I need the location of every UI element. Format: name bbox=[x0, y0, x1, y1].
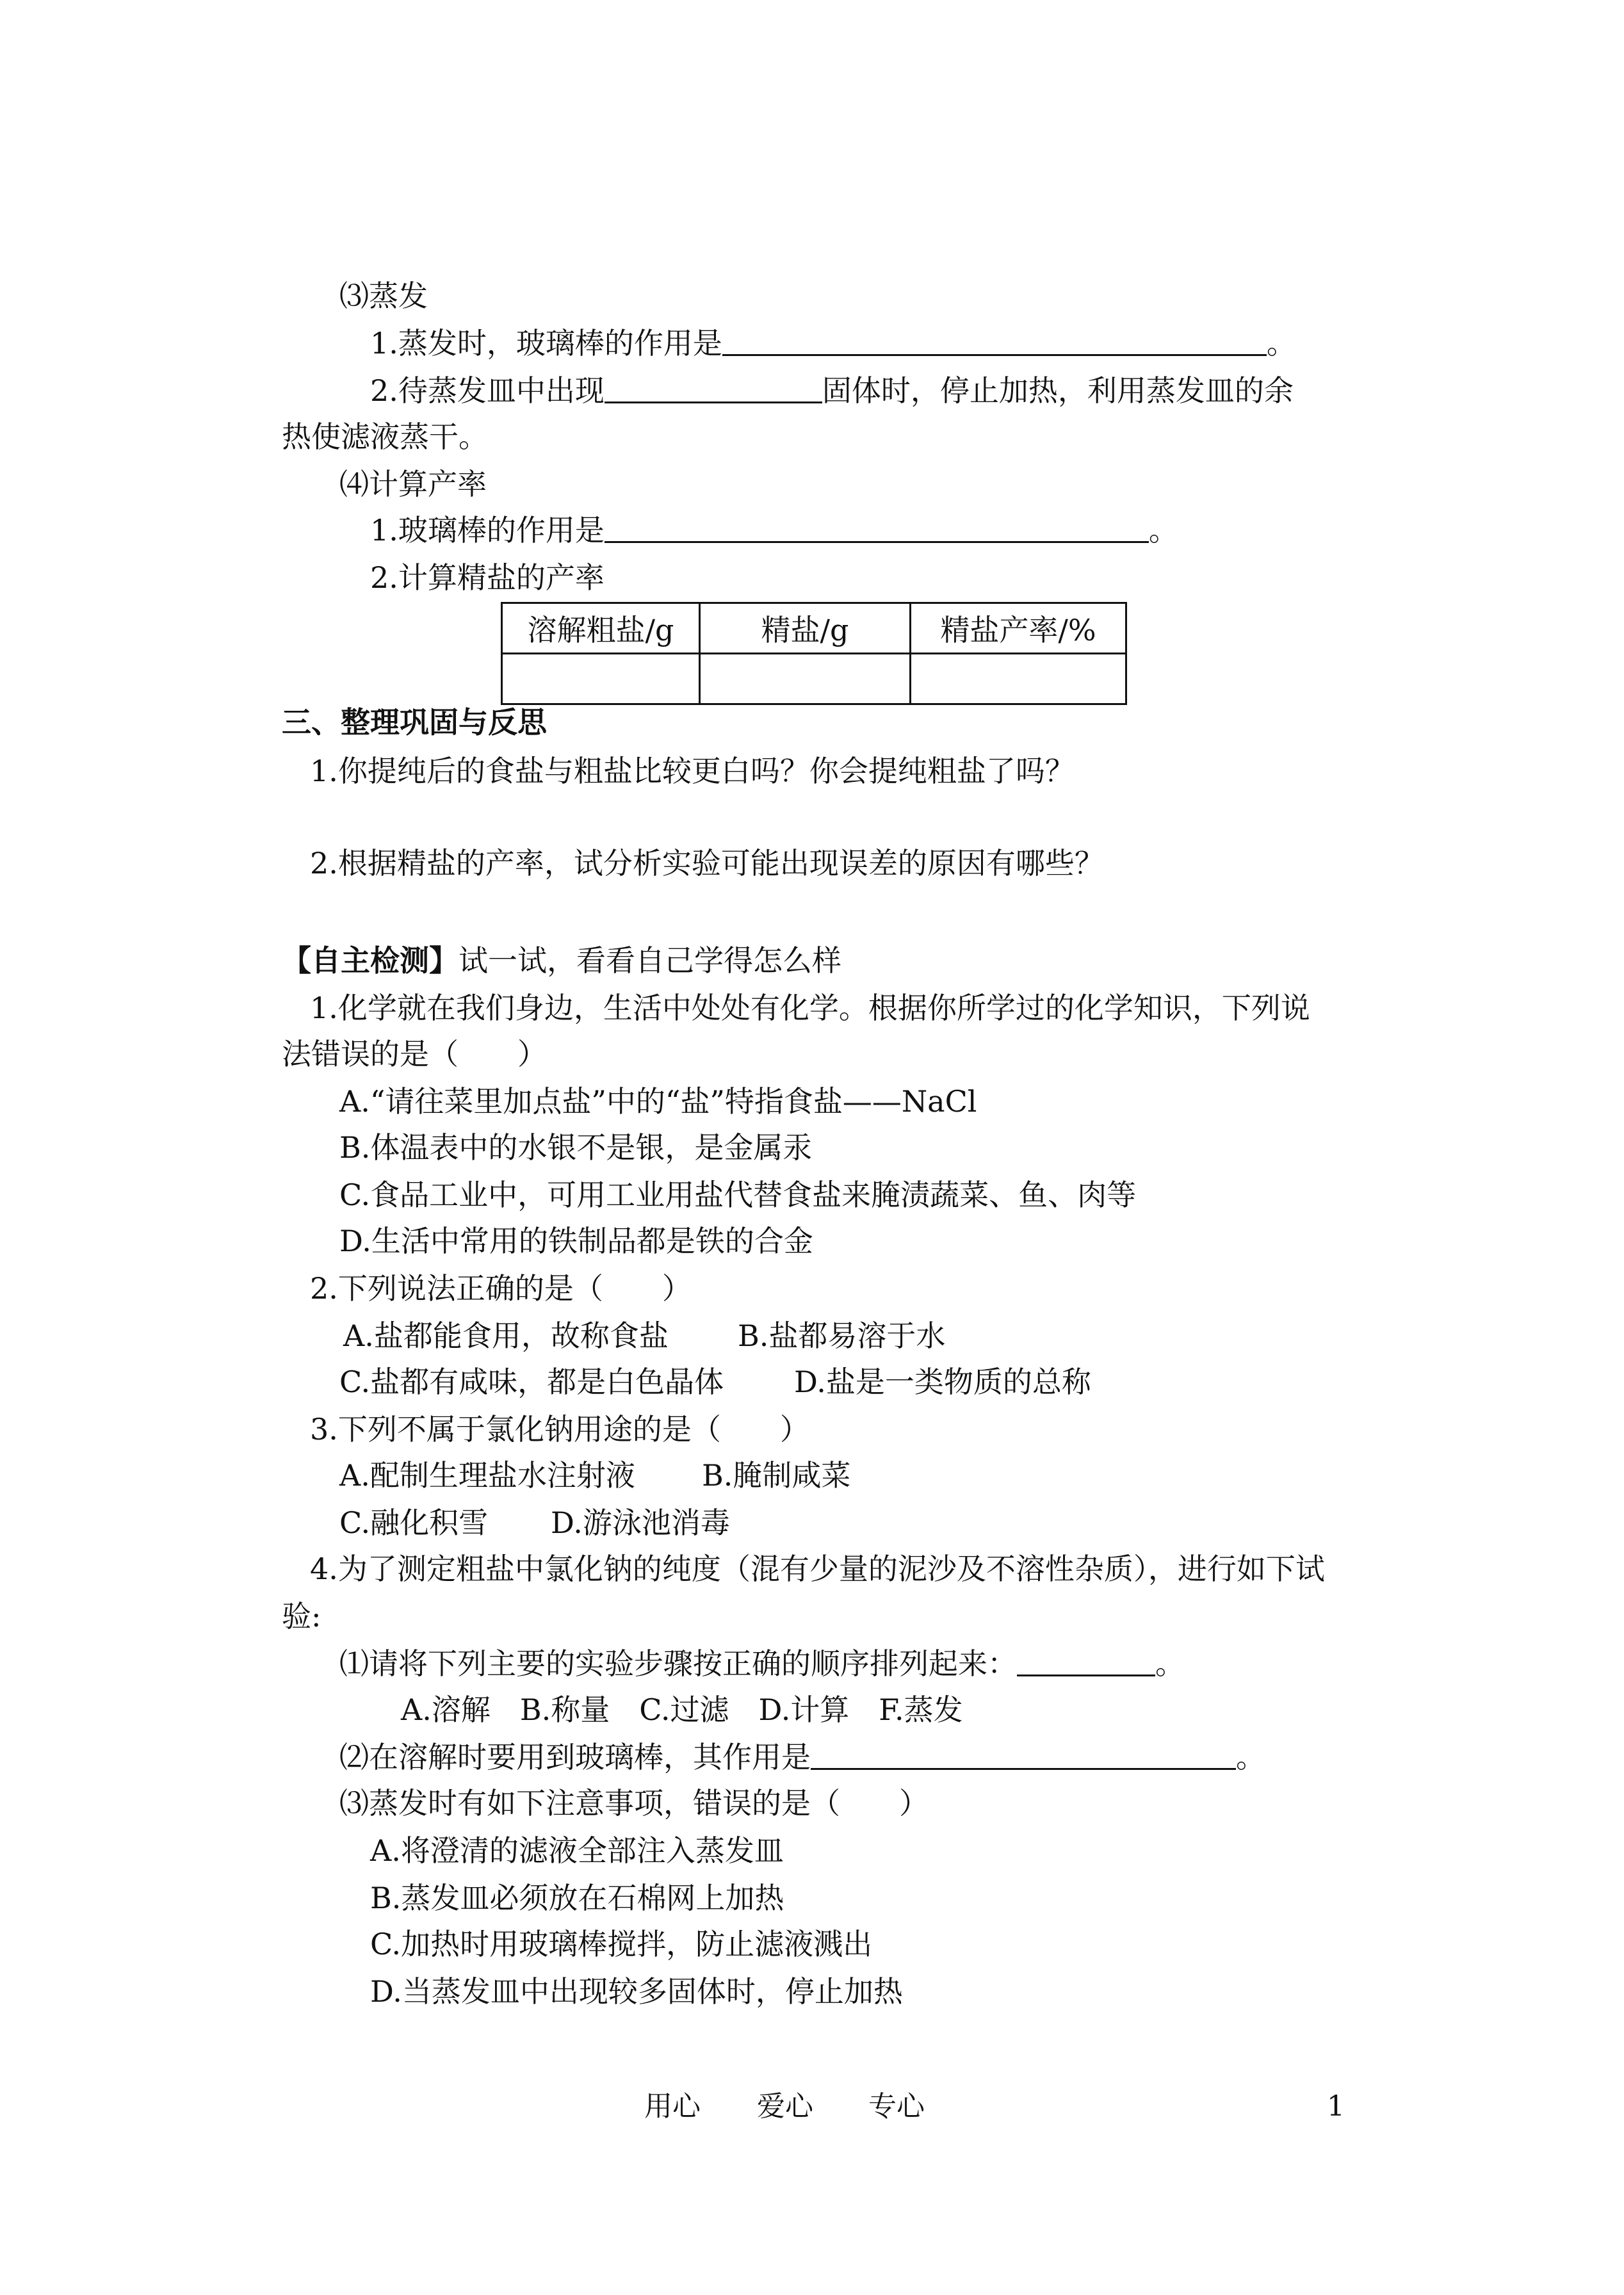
footer-motto-1: 用心 bbox=[644, 2090, 701, 2123]
evaporate-q2-suffix: 固体时，停止加热，利用蒸发皿的余 bbox=[822, 373, 1294, 408]
question-1-option-b: B.体温表中的水银不是银，是金属汞 bbox=[339, 1130, 813, 1165]
calc-heading: ⑷计算产率 bbox=[339, 467, 487, 501]
footer-motto-3: 专心 bbox=[868, 2090, 925, 2123]
evaporate-q2 bbox=[370, 371, 1294, 410]
section3-title: 三、整理巩固与反思 bbox=[282, 705, 547, 740]
answer-blank[interactable] bbox=[1017, 1646, 1155, 1676]
question-1-line2: 法错误的是（ ） bbox=[282, 1037, 547, 1071]
question-2-option-b: B.盐都易溶于水 bbox=[738, 1318, 946, 1353]
question-2-option-d: D.盐是一类物质的总称 bbox=[794, 1365, 1091, 1399]
evaporate-q1-text: 1.蒸发时，玻璃棒的作用是 bbox=[370, 326, 722, 361]
question-4-part1-text: ⑴请将下列主要的实验步骤按正确的顺序排列起来： bbox=[339, 1646, 1017, 1681]
question-2-option-c: C.盐都有咸味，都是白色晶体 bbox=[339, 1365, 724, 1399]
table-input-cell[interactable] bbox=[700, 654, 911, 704]
question-3-option-b: B.腌制咸菜 bbox=[702, 1458, 851, 1493]
table-row bbox=[502, 654, 1126, 704]
question-1-option-c: C.食品工业中，可用工业用盐代替食盐来腌渍蔬菜、鱼、肉等 bbox=[339, 1178, 1137, 1212]
evaporate-q1 bbox=[370, 324, 1296, 362]
question-4-part1-suffix: 。 bbox=[1155, 1646, 1185, 1681]
evaporate-q2-cont: 热使滤液蒸干。 bbox=[282, 419, 488, 454]
answer-blank[interactable] bbox=[605, 373, 822, 403]
answer-blank[interactable] bbox=[605, 513, 1149, 543]
question-1-option-d: D.生活中常用的铁制品都是铁的合金 bbox=[339, 1224, 813, 1258]
question-1-line1: 1.化学就在我们身边，生活中处处有化学。根据你所学过的化学知识，下列说 bbox=[310, 991, 1310, 1025]
question-4-part2 bbox=[339, 1738, 1265, 1776]
table-header-cell: 精盐产率/% bbox=[911, 603, 1126, 654]
table-header-cell: 溶解粗盐/g bbox=[502, 603, 700, 654]
question-1-option-a: A.“请往菜里加点盐”中的“盐”特指食盐——NaCl bbox=[339, 1084, 977, 1119]
page-number: 1 bbox=[1327, 2090, 1345, 2123]
answer-blank[interactable] bbox=[811, 1740, 1236, 1770]
calc-q1-suffix: 。 bbox=[1148, 513, 1178, 547]
question-4-part3-option-c: C.加热时用玻璃棒搅拌，防止滤液溅出 bbox=[370, 1927, 873, 1961]
question-4-line2: 验: bbox=[282, 1599, 321, 1634]
question-4-part1 bbox=[339, 1644, 1185, 1683]
section3-q2: 2.根据精盐的产率，试分析实验可能出现误差的原因有哪些？ bbox=[310, 846, 1104, 880]
table-input-cell[interactable] bbox=[911, 654, 1126, 704]
selfcheck-text: 试一试，看看自己学得怎么样 bbox=[459, 943, 841, 978]
yield-table bbox=[501, 602, 1127, 705]
question-2-option-a: A.盐都能食用，故称食盐 bbox=[343, 1318, 669, 1353]
question-2: 2.下列说法正确的是（ ） bbox=[310, 1271, 692, 1306]
question-4-part3: ⑶蒸发时有如下注意事项，错误的是（ ） bbox=[339, 1786, 929, 1821]
section3-q1: 1.你提纯后的食盐与粗盐比较更白吗？你会提纯粗盐了吗？ bbox=[310, 754, 1075, 788]
question-4-part1-options: A.溶解 B.称量 C.过滤 D.计算 F.蒸发 bbox=[401, 1692, 963, 1727]
question-4-part3-option-a: A.将澄清的滤液全部注入蒸发皿 bbox=[370, 1833, 784, 1868]
table-input-cell[interactable] bbox=[502, 654, 700, 704]
question-3-option-d: D.游泳池消毒 bbox=[551, 1505, 730, 1540]
evaporate-heading: ⑶蒸发 bbox=[339, 279, 428, 313]
question-3-option-c: C.融化积雪 bbox=[339, 1505, 489, 1540]
calc-q1 bbox=[370, 511, 1178, 549]
question-4-line1: 4.为了测定粗盐中氯化钠的纯度（混有少量的泥沙及不溶性杂质），进行如下试 bbox=[310, 1552, 1325, 1586]
footer-motto-2: 爱心 bbox=[757, 2090, 813, 2123]
question-3-option-a: A.配制生理盐水注射液 bbox=[339, 1458, 635, 1493]
question-4-part2-suffix: 。 bbox=[1236, 1740, 1265, 1774]
selfcheck-heading bbox=[282, 941, 841, 980]
calc-q1-text: 1.玻璃棒的作用是 bbox=[370, 513, 605, 547]
question-3: 3.下列不属于氯化钠用途的是（ ） bbox=[310, 1412, 809, 1447]
table-header-cell: 精盐/g bbox=[700, 603, 911, 654]
calc-q2: 2.计算精盐的产率 bbox=[370, 560, 605, 595]
table-header-row bbox=[502, 603, 1126, 654]
selfcheck-label: 【自主检测】 bbox=[282, 943, 459, 978]
evaporate-q2-text: 2.待蒸发皿中出现 bbox=[370, 373, 605, 408]
question-4-part3-option-b: B.蒸发皿必须放在石棉网上加热 bbox=[370, 1881, 784, 1915]
question-4-part3-option-d: D.当蒸发皿中出现较多固体时，停止加热 bbox=[370, 1974, 903, 2009]
question-4-part2-text: ⑵在溶解时要用到玻璃棒，其作用是 bbox=[339, 1740, 811, 1774]
evaporate-q1-suffix: 。 bbox=[1266, 326, 1296, 361]
answer-blank[interactable] bbox=[722, 326, 1267, 356]
